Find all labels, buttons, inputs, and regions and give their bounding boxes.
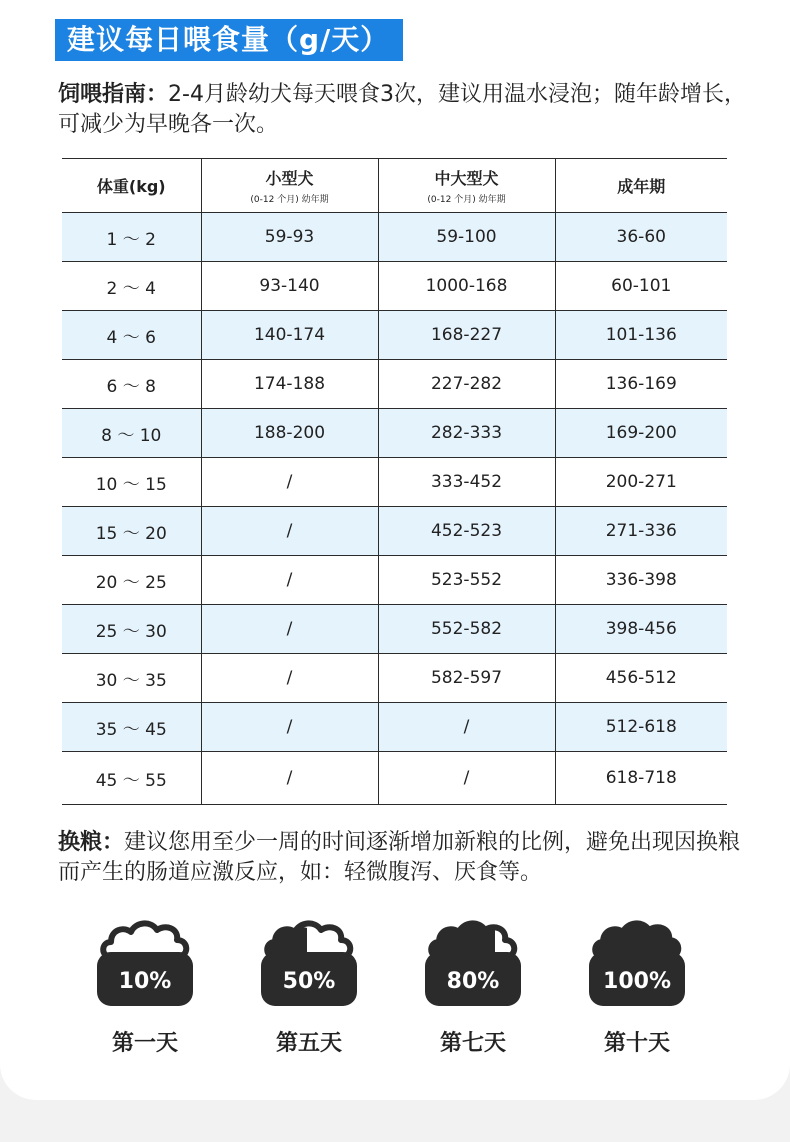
switch-food-text: 建议您用至少一周的时间逐渐增加新粮的比例，避免出现因换粮而产生的肠道应激反应，如：轻微腹泻、厌食等。	[58, 830, 741, 885]
large-dog-cell: 282-333	[378, 409, 555, 458]
bowl-outline-food	[103, 923, 186, 956]
table-row	[62, 556, 727, 605]
small-dog-cell: 93-140	[201, 262, 378, 311]
table-row	[62, 752, 727, 805]
percent-label: 50%	[282, 969, 336, 994]
day-label: 第七天	[439, 1031, 506, 1056]
adult-cell: 200-271	[555, 458, 727, 507]
weight-cell: 45 ～ 55	[62, 752, 201, 805]
feeding-guide-text: 2-4月龄幼犬每天喂食3次，建议用温水浸泡；随年龄增长，可减少为早晚各一次。	[58, 82, 746, 137]
adult-cell: 512-618	[555, 703, 727, 752]
feeding-guide-label: 饲喂指南：	[58, 82, 169, 107]
large-dog-cell: 333-452	[378, 458, 555, 507]
small-dog-cell: /	[201, 556, 378, 605]
adult-cell: 618-718	[555, 752, 727, 805]
page-title: 建议每日喂食量（g/天）	[55, 19, 403, 61]
percent-label: 10%	[118, 969, 172, 994]
large-dog-cell: /	[378, 703, 555, 752]
large-dog-cell: /	[378, 752, 555, 805]
day-label: 第十天	[603, 1031, 670, 1056]
adult-cell: 398-456	[555, 605, 727, 654]
transition-step	[577, 918, 697, 1057]
weight-cell: 8 ～ 10	[62, 409, 201, 458]
switch-food-label: 换粮：	[58, 830, 125, 855]
column-header-adult: 成年期	[555, 159, 727, 213]
percent-label: 100%	[603, 969, 671, 994]
table-row	[62, 213, 727, 262]
table-row	[62, 311, 727, 360]
adult-cell: 60-101	[555, 262, 727, 311]
large-dog-cell: 227-282	[378, 360, 555, 409]
adult-cell: 271-336	[555, 507, 727, 556]
small-dog-cell: 140-174	[201, 311, 378, 360]
large-dog-cell: 552-582	[378, 605, 555, 654]
small-dog-cell: /	[201, 605, 378, 654]
large-dog-cell: 59-100	[378, 213, 555, 262]
table-row	[62, 458, 727, 507]
weight-cell: 20 ～ 25	[62, 556, 201, 605]
weight-cell: 4 ～ 6	[62, 311, 201, 360]
food-bowl-icon	[95, 918, 195, 1010]
adult-cell: 456-512	[555, 654, 727, 703]
table-row	[62, 409, 727, 458]
transition-schedule	[0, 918, 790, 1058]
small-dog-cell: /	[201, 752, 378, 805]
table-row	[62, 605, 727, 654]
weight-cell: 35 ～ 45	[62, 703, 201, 752]
feeding-guide	[58, 80, 748, 140]
small-dog-cell: 59-93	[201, 213, 378, 262]
weight-cell: 6 ～ 8	[62, 360, 201, 409]
transition-step	[249, 918, 369, 1057]
table-row	[62, 507, 727, 556]
large-dog-cell: 452-523	[378, 507, 555, 556]
food-bowl-icon	[587, 918, 687, 1010]
small-dog-cell: /	[201, 507, 378, 556]
table-row	[62, 703, 727, 752]
adult-cell: 136-169	[555, 360, 727, 409]
switch-food-note	[58, 828, 748, 888]
percent-label: 80%	[446, 969, 500, 994]
column-subheader: (0-12 个月) 幼年期	[250, 195, 329, 205]
table-row	[62, 262, 727, 311]
weight-cell: 1 ～ 2	[62, 213, 201, 262]
food-bowl-icon	[423, 918, 523, 1010]
weight-cell: 30 ～ 35	[62, 654, 201, 703]
adult-cell: 336-398	[555, 556, 727, 605]
small-dog-cell: /	[201, 654, 378, 703]
small-dog-cell: 174-188	[201, 360, 378, 409]
column-header-small-dog: 小型犬 (0-12 个月) 幼年期	[201, 159, 378, 213]
weight-cell: 10 ～ 15	[62, 458, 201, 507]
small-dog-cell: 188-200	[201, 409, 378, 458]
table-header-row	[62, 159, 727, 213]
column-header-large-dog: 中大型犬 (0-12 个月) 幼年期	[378, 159, 555, 213]
weight-cell: 15 ～ 20	[62, 507, 201, 556]
large-dog-cell: 523-552	[378, 556, 555, 605]
large-dog-cell: 1000-168	[378, 262, 555, 311]
food-bowl-icon	[259, 918, 359, 1010]
adult-cell: 101-136	[555, 311, 727, 360]
column-subheader: (0-12 个月) 幼年期	[427, 195, 506, 205]
day-label: 第一天	[111, 1031, 178, 1056]
large-dog-cell: 168-227	[378, 311, 555, 360]
table-row	[62, 360, 727, 409]
weight-cell: 25 ～ 30	[62, 605, 201, 654]
adult-cell: 36-60	[555, 213, 727, 262]
adult-cell: 169-200	[555, 409, 727, 458]
small-dog-cell: /	[201, 458, 378, 507]
weight-cell: 2 ～ 4	[62, 262, 201, 311]
small-dog-cell: /	[201, 703, 378, 752]
day-label: 第五天	[275, 1031, 342, 1056]
table-row	[62, 654, 727, 703]
feeding-table	[62, 158, 727, 805]
column-header-weight: 体重(kg)	[62, 159, 201, 213]
large-dog-cell: 582-597	[378, 654, 555, 703]
transition-step	[85, 918, 205, 1057]
transition-step	[413, 918, 533, 1057]
